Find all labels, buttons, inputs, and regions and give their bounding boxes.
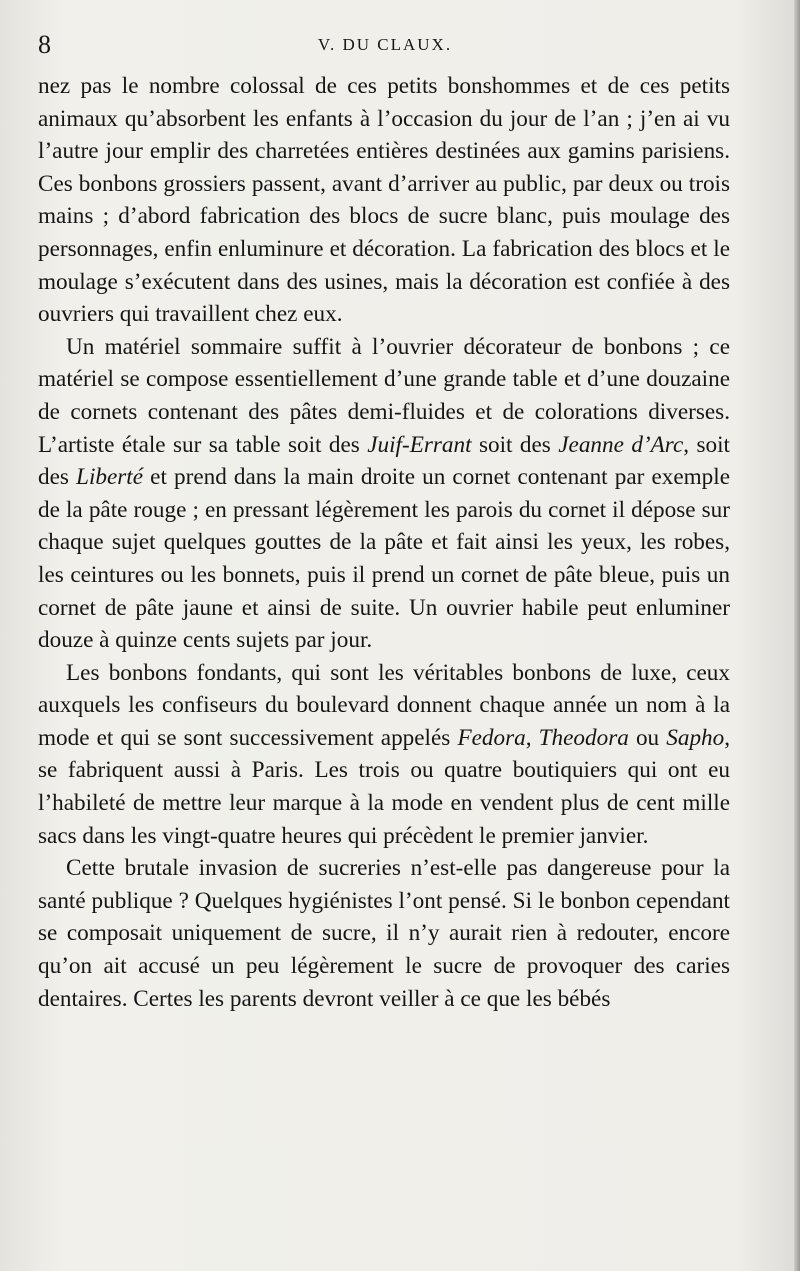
paragraph-3-text-b: , xyxy=(525,724,539,751)
paragraph-4: Cette brutale invasion de sucreries n’est-elle pas dangereuse pour la santé publique ? Quelques hygiénistes l’ont pensé. Si le bonbon cependant se composait uniquement de sucre, il n’y aurait rien à redouter, encore qu’on ait accusé un peu légèrement le sucre de provoquer des caries dentaires. Certes les parents devront veiller à ce que les bébés xyxy=(38,855,730,1012)
paragraph-2-italic-b: Jeanne d’Arc xyxy=(558,431,684,458)
paragraph-2-text-c: , soit des xyxy=(38,431,730,491)
paragraph-3-text-c: ou xyxy=(628,724,667,751)
paragraph-3-italic-b: Theodora xyxy=(538,724,629,751)
running-title: V. DU CLAUX. xyxy=(317,35,453,54)
paragraph-3-text-a: Les bonbons fondants, qui sont les véritables bonbons de luxe, ceux auxquels les confiseurs du boulevard donnent chaque année un nom à la mode et qui se sont successivement appelés xyxy=(38,659,730,751)
page-edge-shadow xyxy=(794,0,800,1271)
body-text xyxy=(38,70,730,1015)
paragraph-3-italic-c: Sapho xyxy=(666,724,725,751)
running-head xyxy=(38,30,732,60)
paragraph-3-text-d: , se fabriquent aussi à Paris. Les trois ou quatre boutiquiers qui ont eu l’habileté de mettre leur marque à la mode en vendent plus de cent mille sacs dans les vingt-quatre heures qui précèdent le premier janvier. xyxy=(38,724,731,849)
paragraph-2-text-b: soit des xyxy=(471,431,559,458)
page-number: 8 xyxy=(38,30,51,59)
paragraph-2-italic-a: Juif-Errant xyxy=(367,431,472,458)
paragraph-3 xyxy=(38,657,730,853)
paragraph-2-text-d: et prend dans la main droite un cornet contenant par exemple de la pâte rouge ; en pressant légèrement les parois du cornet il dépose sur chaque sujet quelques gouttes de la pâte et fait ainsi les yeux, les robes, les ceintures ou les bonnets, puis il prend un cornet de pâte bleue, puis un cornet de pâte jaune et ainsi de suite. Un ouvrier habile peut enluminer douze à quinze cents sujets par jour. xyxy=(38,464,730,654)
paragraph-1: nez pas le nombre colossal de ces petits bonshommes et de ces petits animaux qu’absorbent les enfants à l’occasion du jour de l’an ; j’en ai vu l’autre jour emplir des charretées entières destinées aux gamins parisiens. Ces bonbons grossiers passent, avant d’arriver au public, par deux ou trois mains ; d’abord fabrication des blocs de sucre blanc, puis moulage des personnages, enfin enluminure et décoration. La fabrication des blocs et le moulage s’exécutent dans des usines, mais la décoration est confiée à des ouvriers qui travaillent chez eux. xyxy=(38,73,730,328)
paragraph-3-italic-a: Fedora xyxy=(457,724,526,751)
paragraph-2 xyxy=(38,331,730,657)
paragraph-2-text-a: Un matériel sommaire suffit à l’ouvrier décorateur de bonbons ; ce matériel se compose essentiellement d’une grande table et d’une douzaine de cornets contenant des pâtes demi-fluides et de colorations diverses. L’artiste étale sur sa table soit des xyxy=(38,333,730,458)
paragraph-2-italic-c: Liberté xyxy=(76,464,144,491)
